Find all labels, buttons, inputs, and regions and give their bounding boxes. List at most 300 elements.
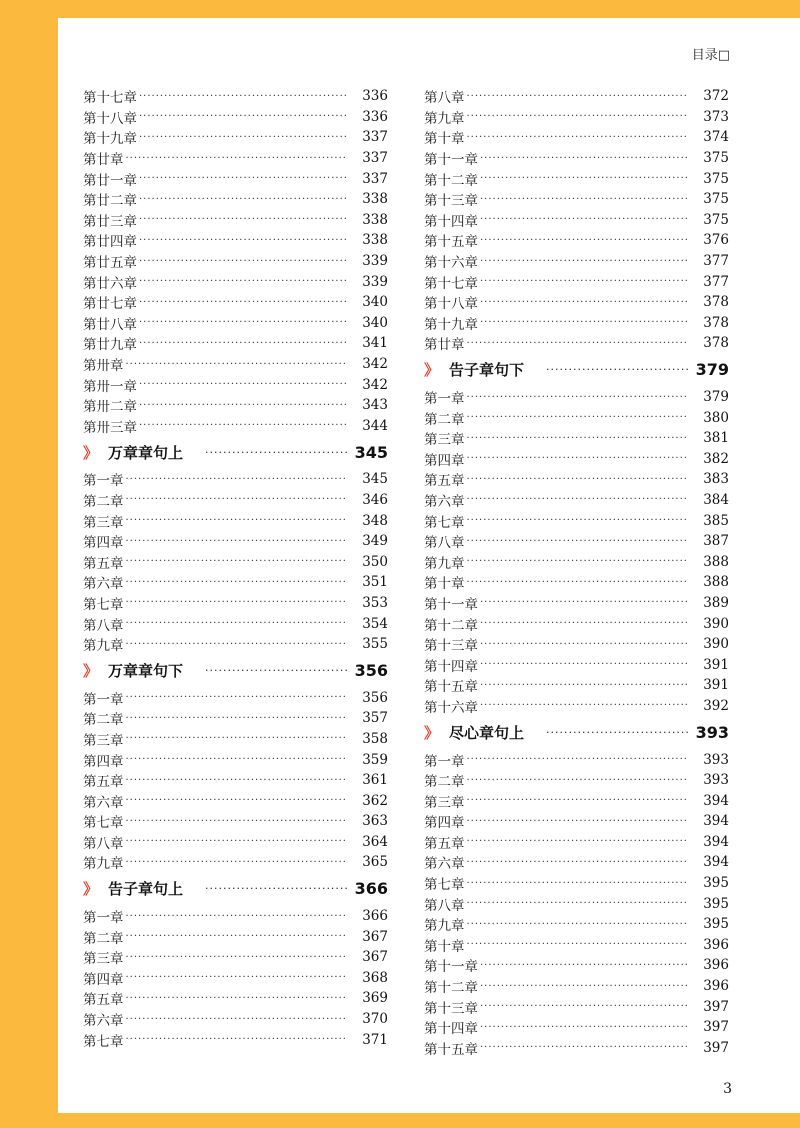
dot-leader [139,400,348,411]
toc-entry[interactable] [424,189,729,210]
toc-entry[interactable] [424,572,729,593]
toc-entry[interactable] [83,613,388,634]
chapter-title: 第九章 [424,555,465,572]
chapter-title: 第九章 [424,918,465,935]
chapter-page-number: 372 [703,88,729,105]
dot-leader [126,713,349,724]
chapter-page-number: 373 [703,108,729,125]
toc-entry[interactable] [83,729,388,750]
chapter-title: 第十八章 [424,296,478,313]
toc-entry[interactable] [83,469,388,490]
chapter-title: 第一章 [424,753,465,770]
chapter-page-number: 395 [703,895,729,912]
dot-leader [126,692,349,703]
chapter-title: 第十一章 [424,152,478,169]
toc-entry[interactable] [424,148,729,169]
chevron-right-icon: 》 [83,880,99,899]
chapter-title: 第八章 [424,897,465,914]
chapter-title: 第卅二章 [83,399,137,416]
toc-entry[interactable] [83,852,388,873]
chapter-title: 第八章 [424,535,465,552]
toc-entry[interactable] [83,210,388,231]
toc-column-right [424,86,729,1058]
chapter-title: 第十三章 [424,193,478,210]
chapter-title: 第六章 [83,1013,124,1030]
dot-leader [467,515,690,526]
chapter-title: 第十九章 [424,316,478,333]
running-header: 目录□ [691,48,730,63]
dot-leader [467,836,690,847]
toc-entry[interactable] [424,893,729,914]
chapter-page-number: 392 [703,697,729,714]
toc-entry[interactable] [83,593,388,614]
toc-entry[interactable] [424,210,729,231]
toc-entry[interactable] [83,490,388,511]
toc-entry[interactable] [424,407,729,428]
dot-leader [480,256,689,267]
chapter-title: 第二章 [424,774,465,791]
dot-leader [126,153,349,164]
toc-entry[interactable] [424,531,729,552]
chapter-title: 第四章 [83,971,124,988]
dot-leader [480,981,689,992]
chapter-page-number: 393 [703,751,729,768]
dot-leader [139,132,348,143]
section-title: 万章章句下 [108,661,184,680]
chapter-title: 第五章 [83,774,124,791]
dot-leader [480,317,689,328]
dot-leader [126,556,349,567]
toc-section-heading[interactable] [424,356,729,384]
chapter-page-number: 371 [362,1031,388,1048]
toc-entry[interactable] [424,914,729,935]
section-title: 万章章句上 [108,443,184,462]
chapter-page-number: 356 [362,689,388,706]
chapter-page-number: 397 [703,1039,729,1056]
chapter-title: 第七章 [424,877,465,894]
toc-entry[interactable] [424,852,729,873]
chapter-title: 第一章 [83,691,124,708]
chapter-title: 第卅三章 [83,419,137,436]
chapter-title: 第十七章 [83,90,137,107]
chapter-title: 第五章 [83,555,124,572]
section-title: 告子章句下 [449,361,525,380]
toc-entry[interactable] [424,790,729,811]
toc-entry[interactable] [424,832,729,853]
toc-entry[interactable] [83,251,388,272]
chapter-page-number: 395 [703,875,729,892]
dot-leader [126,1014,349,1025]
dot-leader [126,577,349,588]
toc-entry[interactable] [424,1038,729,1059]
dot-leader [467,795,690,806]
dot-leader [546,726,691,739]
chapter-page-number: 378 [703,335,729,352]
toc-entry[interactable] [424,490,729,511]
dot-leader [139,235,348,246]
toc-entry[interactable] [424,873,729,894]
toc-page [58,18,800,1113]
chapter-page-number: 374 [703,129,729,146]
chapter-title: 第廿章 [424,337,465,354]
toc-entry[interactable] [424,955,729,976]
chapter-title: 第八章 [83,835,124,852]
chapter-page-number: 361 [362,772,388,789]
chapter-title: 第四章 [424,452,465,469]
dot-leader [139,297,348,308]
toc-entry[interactable] [83,395,388,416]
chapter-title: 第十二章 [424,617,478,634]
toc-entry[interactable] [83,811,388,832]
chapter-title: 第三章 [83,514,124,531]
toc-entry[interactable] [424,333,729,354]
toc-entry[interactable] [83,168,388,189]
dot-leader [139,338,348,349]
toc-entry[interactable] [83,634,388,655]
dot-leader [126,597,349,608]
chapter-title: 第一章 [424,391,465,408]
dot-leader [126,795,349,806]
dot-leader [139,379,348,390]
toc-entry[interactable] [424,811,729,832]
dot-leader [480,297,689,308]
chapter-page-number: 396 [703,936,729,953]
dot-leader [126,359,349,370]
dot-leader [467,577,690,588]
chapter-title: 第一章 [83,910,124,927]
toc-entry[interactable] [424,593,729,614]
chapter-title: 第八章 [83,617,124,634]
toc-entry[interactable] [424,770,729,791]
dot-leader [139,91,348,102]
toc-entry[interactable] [83,374,388,395]
dot-leader [467,556,690,567]
dot-leader [480,1001,689,1012]
dot-leader [139,111,348,122]
dot-leader [480,700,689,711]
chapter-title: 第五章 [424,473,465,490]
chapter-title: 第十二章 [424,980,478,997]
chapter-page-number: 377 [703,273,729,290]
toc-entry[interactable] [83,333,388,354]
chapter-page-number: 358 [362,730,388,747]
chapter-title: 第廿七章 [83,296,137,313]
chapter-title: 第廿八章 [83,316,137,333]
dot-leader [126,515,349,526]
dot-leader [467,494,690,505]
dot-leader [467,132,690,143]
toc-entry[interactable] [424,313,729,334]
toc-entry[interactable] [424,292,729,313]
chevron-right-icon: 》 [83,661,99,680]
dot-leader [126,836,349,847]
dot-leader [126,775,349,786]
dot-leader [467,816,690,827]
chapter-title: 第廿章 [83,152,124,169]
chapter-page-number: 394 [703,854,729,871]
chapter-page-number: 353 [362,594,388,611]
chapter-page-number: 342 [362,376,388,393]
dot-leader [139,194,348,205]
chapter-title: 第三章 [424,794,465,811]
dot-leader [467,775,690,786]
chapter-title: 第十章 [424,576,465,593]
toc-section-heading[interactable] [83,875,388,903]
chapter-title: 第十一章 [424,959,478,976]
toc-entry[interactable] [83,790,388,811]
toc-entry[interactable] [83,1029,388,1050]
toc-entry[interactable] [83,749,388,770]
dot-leader [467,754,690,765]
chevron-right-icon: 》 [424,361,440,380]
toc-entry[interactable] [83,968,388,989]
chapter-page-number: 397 [703,998,729,1015]
dot-leader [126,618,349,629]
chapter-title: 第九章 [83,856,124,873]
toc-section-heading[interactable] [83,438,388,466]
toc-entry[interactable] [83,770,388,791]
chapter-title: 第七章 [83,815,124,832]
chapter-page-number: 381 [703,430,729,447]
toc-entry[interactable] [424,168,729,189]
toc-entry[interactable] [424,935,729,956]
dot-leader [467,392,690,403]
chapter-page-number: 368 [362,969,388,986]
toc-entry[interactable] [424,696,729,717]
chapter-page-number: 336 [362,108,388,125]
chapter-title: 第十四章 [424,658,478,675]
chapter-title: 第十五章 [424,1041,478,1058]
toc-entry[interactable] [83,551,388,572]
chapter-page-number: 380 [703,409,729,426]
toc-entry[interactable] [424,613,729,634]
chevron-right-icon: 》 [424,723,440,742]
toc-entry[interactable] [83,926,388,947]
chapter-title: 第三章 [83,951,124,968]
dot-leader [480,235,689,246]
section-page-number: 356 [354,660,388,680]
toc-entry[interactable] [83,988,388,1009]
toc-entry[interactable] [424,387,729,408]
toc-entry[interactable] [83,86,388,107]
toc-entry[interactable] [83,1009,388,1030]
toc-entry[interactable] [83,127,388,148]
chapter-title: 第十五章 [424,234,478,251]
dot-leader [126,754,349,765]
chapter-title: 第十三章 [424,638,478,655]
chapter-page-number: 393 [703,772,729,789]
toc-entry[interactable] [424,675,729,696]
section-page-number: 379 [695,360,729,380]
chapter-page-number: 385 [703,512,729,529]
chapter-title: 第六章 [424,493,465,510]
chapter-title: 第十五章 [424,679,478,696]
toc-entry[interactable] [424,1017,729,1038]
chapter-page-number: 395 [703,916,729,933]
chapter-page-number: 388 [703,574,729,591]
chapter-page-number: 342 [362,356,388,373]
chapter-page-number: 337 [362,129,388,146]
toc-entry[interactable] [83,292,388,313]
toc-entry[interactable] [83,313,388,334]
dot-leader [126,816,349,827]
toc-entry[interactable] [424,86,729,107]
dot-leader [480,173,689,184]
dot-leader [480,597,689,608]
toc-entry[interactable] [424,976,729,997]
toc-entry[interactable] [424,449,729,470]
toc-entry[interactable] [83,416,388,437]
chapter-title: 第三章 [83,732,124,749]
section-title: 尽心章句上 [449,723,525,742]
chapter-title: 第廿三章 [83,213,137,230]
chapter-page-number: 378 [703,314,729,331]
chapter-page-number: 387 [703,533,729,550]
chapter-title: 第七章 [424,514,465,531]
chapter-page-number: 345 [362,471,388,488]
toc-entry[interactable] [83,148,388,169]
toc-entry[interactable] [83,107,388,128]
chapter-title: 第卅一章 [83,378,137,395]
dot-leader [467,898,690,909]
toc-section-heading[interactable] [83,656,388,684]
chapter-page-number: 351 [362,574,388,591]
chapter-title: 第十九章 [83,131,137,148]
dot-leader [126,972,349,983]
chapter-page-number: 375 [703,170,729,187]
chapter-title: 第卅章 [83,358,124,375]
chapter-title: 第五章 [424,835,465,852]
chapter-page-number: 366 [362,908,388,925]
toc-entry[interactable] [424,428,729,449]
chapter-title: 第十六章 [424,699,478,716]
toc-entry[interactable] [83,510,388,531]
chapter-page-number: 376 [703,232,729,249]
chapter-title: 第十七章 [424,275,478,292]
dot-leader [126,993,349,1004]
dot-leader [139,276,348,287]
chapter-title: 第一章 [83,473,124,490]
toc-entry[interactable] [83,832,388,853]
toc-entry[interactable] [424,551,729,572]
dot-leader [126,494,349,505]
toc-entry[interactable] [424,469,729,490]
chapter-page-number: 338 [362,232,388,249]
chapter-page-number: 363 [362,813,388,830]
chapter-title: 第八章 [424,90,465,107]
chapter-page-number: 341 [362,335,388,352]
dot-leader [126,733,349,744]
dot-leader [480,153,689,164]
dot-leader [480,214,689,225]
chapter-title: 第十四章 [424,1021,478,1038]
dot-leader [467,111,690,122]
chapter-page-number: 396 [703,957,729,974]
dot-leader [126,911,349,922]
chapter-title: 第七章 [83,1033,124,1050]
chapter-title: 第七章 [83,596,124,613]
dot-leader [467,91,690,102]
chapter-page-number: 390 [703,636,729,653]
chapter-title: 第廿二章 [83,193,137,210]
chapter-title: 第四章 [424,815,465,832]
chapter-page-number: 367 [362,928,388,945]
chapter-title: 第十三章 [424,1000,478,1017]
chapter-title: 第廿六章 [83,275,137,292]
dot-leader [139,173,348,184]
chapter-page-number: 344 [362,417,388,434]
dot-leader [480,659,689,670]
toc-entry[interactable] [424,127,729,148]
toc-entry[interactable] [83,906,388,927]
chapter-page-number: 355 [362,636,388,653]
chapter-title: 第九章 [83,638,124,655]
chapter-title: 第二章 [83,493,124,510]
chapter-title: 第十六章 [424,255,478,272]
toc-entry[interactable] [424,230,729,251]
toc-entry[interactable] [424,654,729,675]
toc-entry[interactable] [424,251,729,272]
toc-entry[interactable] [424,996,729,1017]
chapter-page-number: 340 [362,314,388,331]
chapter-title: 第十章 [424,131,465,148]
chapter-page-number: 394 [703,813,729,830]
dot-leader [480,1022,689,1033]
toc-entry[interactable] [83,708,388,729]
dot-leader [126,931,349,942]
chapter-title: 第十二章 [424,172,478,189]
chapter-page-number: 337 [362,150,388,167]
toc-entry[interactable] [83,189,388,210]
toc-section-heading[interactable] [424,718,729,746]
dot-leader [467,536,690,547]
toc-entry[interactable] [83,687,388,708]
toc-entry[interactable] [83,572,388,593]
dot-leader [467,939,690,950]
chapter-title: 第十四章 [424,213,478,230]
chapter-page-number: 364 [362,833,388,850]
page-number: 3 [723,1081,732,1097]
toc-entry[interactable] [424,271,729,292]
chapter-page-number: 350 [362,553,388,570]
toc-entry[interactable] [83,947,388,968]
toc-entry[interactable] [83,230,388,251]
toc-column-left [83,86,388,1050]
toc-entry[interactable] [83,271,388,292]
dot-leader [205,882,350,895]
chapter-page-number: 369 [362,990,388,1007]
chapter-title: 第九章 [424,110,465,127]
toc-entry[interactable] [424,107,729,128]
dot-leader [126,857,349,868]
chapter-title: 第廿四章 [83,234,137,251]
toc-entry[interactable] [424,749,729,770]
toc-entry[interactable] [83,531,388,552]
chapter-page-number: 382 [703,450,729,467]
toc-entry[interactable] [424,634,729,655]
chapter-title: 第廿九章 [83,337,137,354]
toc-entry[interactable] [83,354,388,375]
chapter-page-number: 389 [703,594,729,611]
chapter-title: 第五章 [83,992,124,1009]
chapter-page-number: 391 [703,677,729,694]
dot-leader [139,317,348,328]
chapter-title: 第二章 [83,930,124,947]
chapter-page-number: 338 [362,211,388,228]
chapter-page-number: 396 [703,978,729,995]
dot-leader [205,664,350,677]
toc-entry[interactable] [424,510,729,531]
